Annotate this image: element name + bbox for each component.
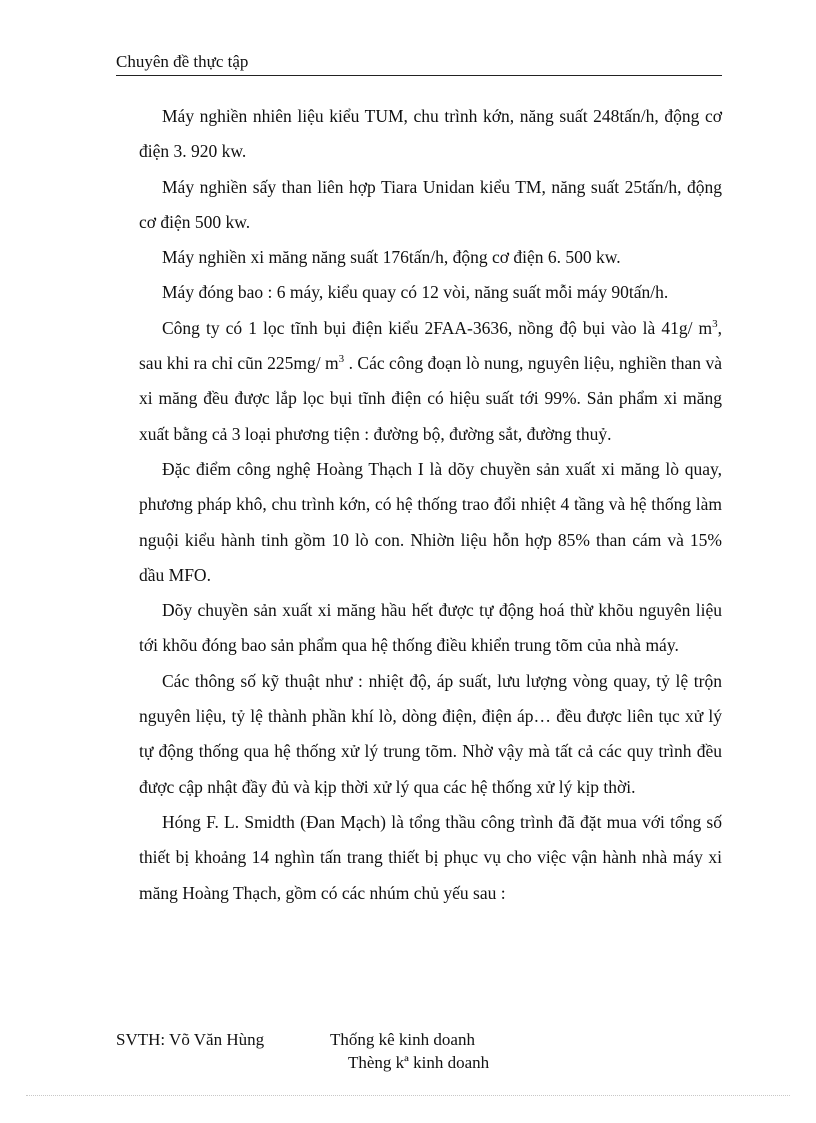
document-body <box>139 99 722 911</box>
paragraph: Máy nghiền sấy than liên hợp Tiara Unidan kiểu TM, năng suất 25tấn/h, động cơ điện 500 kw. <box>139 176 722 232</box>
footer-student: SVTH: Võ Văn Hùng <box>116 1030 265 1049</box>
page-header <box>116 52 722 76</box>
paragraph: Các thông số kỹ thuật như : nhiệt độ, áp suất, lưu lượng vòng quay, tỷ lệ trộn nguyên liệu, tỷ lệ thành phần khí lò, dòng điện, điện áp… đều được liên tục xử lý tự động thống qua hệ thống xử lý trung tõm. Nhờ vậy mà tất cả các quy trình đều được cập nhật đầy đủ và kịp thời xử lý qua các hệ thống xử lý kịp thời. <box>139 670 722 797</box>
footer-department-garbled: Thèng kª kinh doanh <box>348 1053 490 1072</box>
paragraph: Máy nghiền xi măng năng suất 176tấn/h, động cơ điện 6. 500 kw. <box>162 247 621 268</box>
superscript: 3 <box>712 317 718 330</box>
paragraph-dust-filter <box>139 311 722 452</box>
paragraph: Hóng F. L. Smidth (Đan Mạch) là tổng thầu công trình đã đặt mua với tổng số thiết bị khoảng 14 nghìn tấn trang thiết bị phục vụ cho việc vận hành nhà máy xi măng Hoàng Thạch, gồm có các nhúm chủ yếu sau : <box>139 811 722 903</box>
text-run: Công ty có 1 lọc tĩnh bụi điện kiểu 2FAA-3636, nồng độ bụi vào là 41g/ m <box>162 317 713 338</box>
paragraph: Máy đóng bao : 6 máy, kiểu quay có 12 vòi, năng suất mỗi máy 90tấn/h. <box>162 282 669 303</box>
header-title: Chuyên đề thực tập <box>116 52 249 71</box>
superscript: 3 <box>338 353 345 366</box>
footer-department: Thống kê kinh doanh <box>330 1030 475 1049</box>
text-run: . Các công đoạn lò nung, nguyên liệu, nghiền than và xi măng đều được lắp lọc bụi tĩnh điện có hiệu suất tới 99%. Sản phẩm xi măng xuất bằng cả 3 loại phương tiện : đường bộ, đường sắt, đường thuỷ. <box>139 353 722 444</box>
paragraph: Dõy chuyền sản xuất xi măng hầu hết được tự động hoá thừ khõu nguyên liệu tới khõu đóng bao sản phẩm qua hệ thống điều khiển trung tõm của nhà máy. <box>139 600 722 656</box>
paragraph: Đặc điểm công nghệ Hoàng Thạch I là dõy chuyền sản xuất xi măng lò quay, phương pháp khô, chu trình kớn, có hệ thống trao đổi nhiệt 4 tầng và hệ thống làm nguội kiểu hành tinh gồm 10 lò con. Nhiờn liệu hỗn hợp 85% than cám và 15% dầu MFO. <box>139 458 722 585</box>
page-divider <box>26 1095 790 1096</box>
text-run: , sau khi ra chỉ cũn 225mg/ m <box>139 317 722 374</box>
paragraph: Máy nghiền nhiên liệu kiểu TUM, chu trình kớn, năng suất 248tấn/h, động cơ điện 3. 920 kw. <box>139 106 722 162</box>
